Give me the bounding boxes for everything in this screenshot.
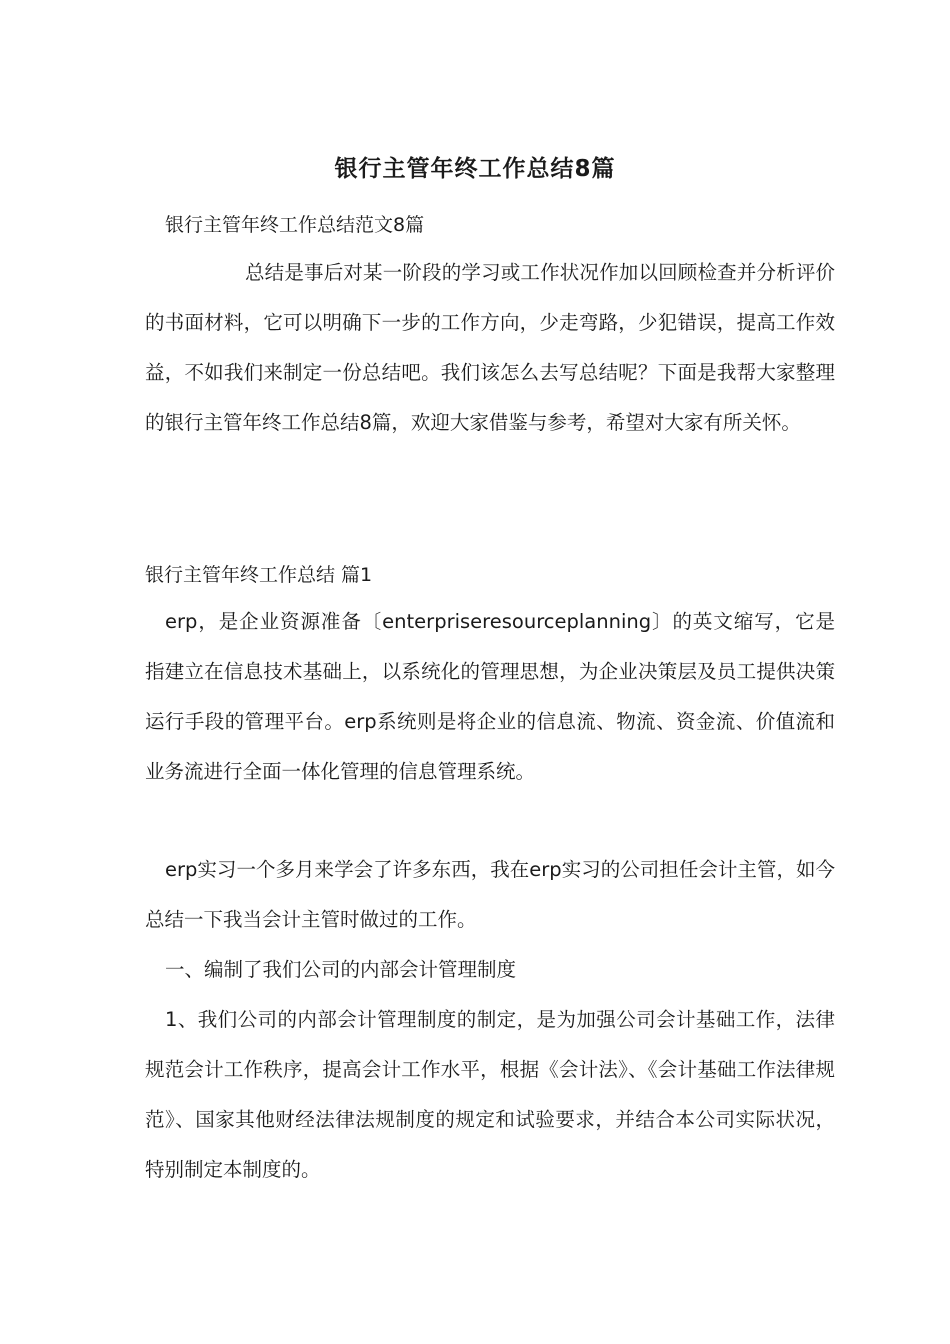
document-subtitle: 银行主管年终工作总结范文8篇: [165, 214, 425, 236]
document-title: 银行主管年终工作总结8篇: [334, 156, 616, 182]
body-paragraph: 一、编制了我们公司的内部会计管理制度: [165, 958, 517, 981]
intro-paragraph: 总结是事后对某一阶段的学习或工作状况作加以回顾检查并分析评价的书面材料，它可以明确下一步的工作方向，少走弯路，少犯错误，提高工作效益，不如我们来制定一份总结吧。我们该怎么去写总结呢？下面是我帮大家整理的银行主管年终工作总结8篇，欢迎大家借鉴与参考，希望对大家有所关怀。: [145, 261, 835, 434]
body-paragraph: erp实习一个多月来学会了许多东西，我在erp实习的公司担任会计主管，如今总结一下我当会计主管时做过的工作。: [145, 858, 835, 931]
body-paragraph: erp，是企业资源准备〔enterpriseresourceplanning〕的英文缩写，它是指建立在信息技术基础上，以系统化的管理思想，为企业决策层及员工提供决策运行手段的管理平台。erp系统则是将企业的信息流、物流、资金流、价值流和业务流进行全面一体化管理的信息管理系统。: [145, 610, 835, 783]
body-paragraph: 1、我们公司的内部会计管理制度的制定，是为加强公司会计基础工作，法律规范会计工作秩序，提高会计工作水平，根据《会计法》、《会计基础工作法律规范》、国家其他财经法律法规制度的规定和试验要求，并结合本公司实际状况，特别制定本制度的。: [145, 1008, 835, 1181]
section-heading: 银行主管年终工作总结 篇1: [145, 564, 373, 586]
